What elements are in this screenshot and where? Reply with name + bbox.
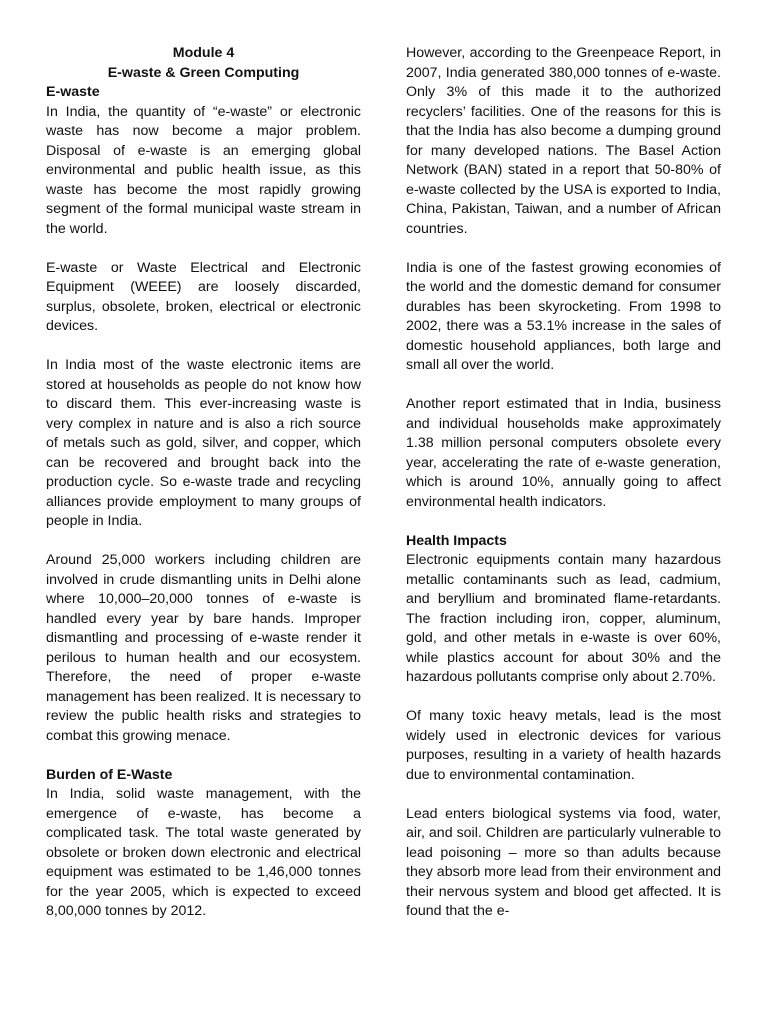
burden-paragraph-1: In India, solid waste management, with the emergence of e-waste, has become a complicated task. The total waste generated by obsolete or broken down electronic and electrical equipment was estimated to be 1,46,000 tonnes for the year 2005, which is expected to exceed 8,00,000 tonnes by 2012. [46,786,361,919]
ewaste-paragraph-4: Around 25,000 workers including children are involved in crude dismantling units in Delhi alone where 10,000–20,000 tonnes of e-waste is handled every year by bare hands. Improper dismantling and processing of e-waste render it perilous to human health and our ecosystem. Therefore, the need of proper e-waste management has been realized. It is necessary to review the public health risks and strategies to combat this growing menace. [46,552,361,744]
module-label: Module 4 [172,45,235,61]
ewaste-paragraph-1: In India, the quantity of “e-waste” or electronic waste has now become a major problem. Disposal of e-waste is an emerging global environmental and public health issue, as this waste has become the most rapidly growing segment of the formal municipal waste stream in the world. [46,103,361,237]
document-title: E-waste & Green Computing [107,64,300,81]
ewaste-heading: E-waste [46,84,100,100]
health-paragraph-2: Of many toxic heavy metals, lead is the most widely used in electronic devices for various purposes, resulting in a variety of health hazards due to environmental contamination. [406,708,721,783]
ewaste-paragraph-3: In India most of the waste electronic items are stored at households as people do not know how to discard them. This ever-increasing waste is very complex in nature and is also a rich source of metals such as gold, silver, and copper, which can be recovered and brought back into the production cycle. So e-waste trade and recycling alliances provide employment to many groups of people in India. [46,357,361,529]
health-paragraph-3: Lead enters biological systems via food, water, air, and soil. Children are particularly vulnerable to lead poisoning – more so than adults because they absorb more lead from their environment and their nervous system and blood get affected. It is found that the e- [406,805,721,919]
left-column [46,44,361,922]
ewaste-paragraph-2: E-waste or Waste Electrical and Electronic Equipment (WEEE) are loosely discarded, surplus, obsolete, broken, electrical or electronic devices. [46,259,361,334]
health-paragraph-1: Electronic equipments contain many hazardous metallic contaminants such as lead, cadmium, and beryllium and brominated flame-retardants. The fraction including iron, copper, aluminum, gold, and other metals in e-waste is over 60%, while plastics account for about 30% and the hazardous pollutants comprise only about 2.70%. [406,552,721,685]
economy-paragraph: India is one of the fastest growing economies of the world and the domestic demand for consumer durables has been skyrocketing. From 1998 to 2002, there was a 53.1% increase in the sales of domestic household appliances, both large and small all over the world. [406,259,721,373]
right-column [406,44,721,922]
computers-paragraph: Another report estimated that in India, business and individual households make approximately 1.38 million personal computers obsolete every year, accelerating the rate of e-waste generation, which is around 10%, annually going to affect environmental health indicators. [406,396,721,510]
burden-heading: Burden of E-Waste [46,766,173,783]
greenpeace-paragraph: However, according to the Greenpeace Report, in 2007, India generated 380,000 tonnes of e-waste. Only 3% of this made it to the authorized recyclers’ facilities. One of the reasons for this is that the India has also become a dumping ground for many developed nations. The Basel Action Network (BAN) stated in a report that 50-80% of e-waste collected by the USA is exported to India, China, Pakistan, Taiwan, and a number of African countries. [406,45,721,237]
health-heading: Health Impacts [406,532,507,549]
